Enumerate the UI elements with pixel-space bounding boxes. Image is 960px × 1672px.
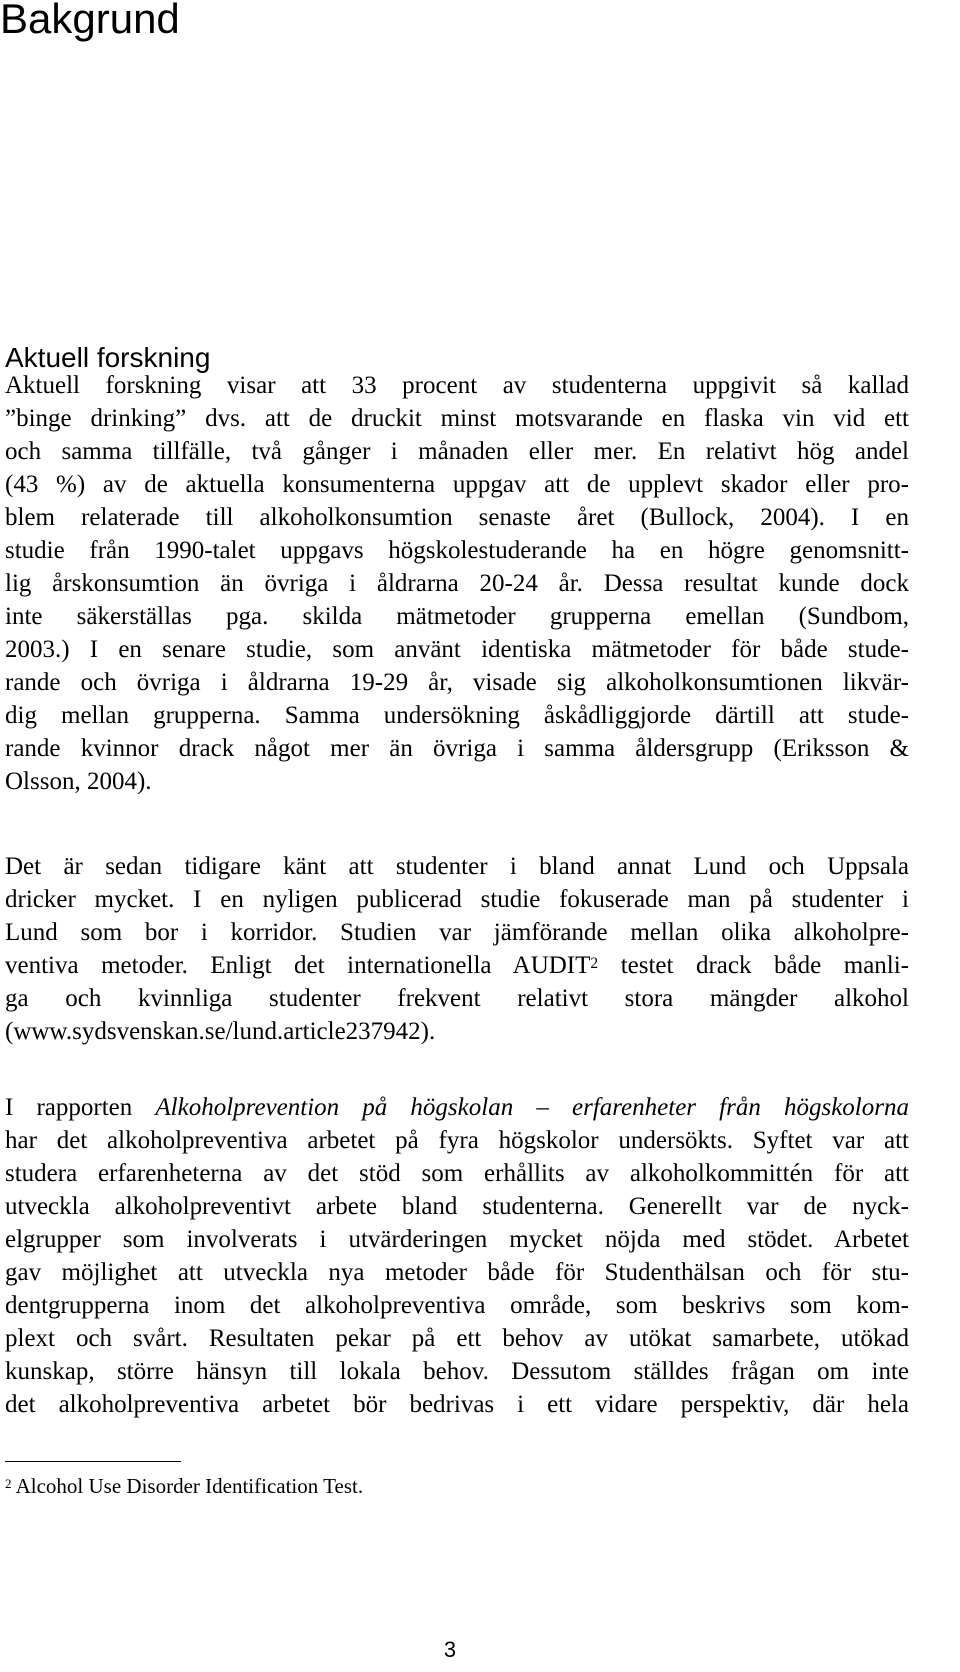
paragraph-line: (www.sydsvenskan.se/lund.article237942).	[5, 1018, 436, 1045]
line-text: testet drack både manli-	[598, 952, 909, 979]
paragraph-line: det alkoholpreventiva arbetet bör bedrivas i ett vidare perspektiv, där hela	[5, 1391, 909, 1418]
footnote-text: Alcohol Use Disorder Identification Test.	[11, 1474, 364, 1498]
paragraph-line: blem relaterade till alkoholkonsumtion senaste året (Bullock, 2004). I en	[5, 504, 909, 531]
paragraph-line: Aktuell forskning visar att 33 procent av studenterna uppgivit så kallad	[5, 372, 909, 399]
line-text: ventiva metoder. Enligt det internationella AUDIT	[5, 952, 591, 979]
page-number: 3	[443, 1637, 457, 1662]
page-heading: Bakgrund	[0, 0, 180, 42]
line-text: I rapporten	[5, 1094, 156, 1121]
footnote-reference: 2	[590, 955, 599, 972]
paragraph-line: Olsson, 2004).	[5, 768, 152, 795]
paragraph-line: ga och kvinnliga studenter frekvent relativt stora mängder alkohol	[5, 985, 909, 1012]
paragraph-3	[5, 1091, 909, 1421]
paragraph-line: gav möjlighet att utveckla nya metoder både för Studenthälsan och för stu-	[5, 1259, 909, 1286]
paragraph-line: rande kvinnor drack något mer än övriga i samma åldersgrupp (Eriksson &	[5, 735, 909, 762]
paragraph-line: lig årskonsumtion än övriga i åldrarna 20-24 år. Dessa resultat kunde dock	[5, 570, 909, 597]
paragraph-line: kunskap, större hänsyn till lokala behov. Dessutom ställdes frågan om inte	[5, 1358, 909, 1385]
paragraph-line	[5, 949, 909, 982]
paragraph-line: rande och övriga i åldrarna 19-29 år, visade sig alkoholkonsumtionen likvär-	[5, 669, 909, 696]
footnote	[5, 1472, 363, 1500]
paragraph-line: studie från 1990-talet uppgavs högskolestuderande ha en högre genomsnitt-	[5, 537, 909, 564]
paragraph-2	[5, 850, 909, 1048]
paragraph-line: (43 %) av de aktuella konsumenterna uppgav att de upplevt skador eller pro-	[5, 471, 909, 498]
paragraph-line: inte säkerställas pga. skilda mätmetoder grupperna emellan (Sundbom,	[5, 603, 909, 630]
paragraph-line: ”binge drinking” dvs. att de druckit minst motsvarande en flaska vin vid ett	[5, 405, 909, 432]
paragraph-line: dricker mycket. I en nyligen publicerad studie fokuserade man på studenter i	[5, 886, 909, 913]
footnote-marker: 2	[5, 1476, 12, 1491]
paragraph-line: Det är sedan tidigare känt att studenter i bland annat Lund och Uppsala	[5, 853, 909, 880]
report-title: Alkoholprevention på högskolan – erfarenheter från högskolorna	[155, 1094, 909, 1121]
section-heading: Aktuell forskning	[5, 342, 211, 373]
paragraph-line: har det alkoholpreventiva arbetet på fyra högskolor undersökts. Syftet var att	[5, 1127, 909, 1154]
paragraph-line: elgrupper som involverats i utvärderingen mycket nöjda med stödet. Arbetet	[5, 1226, 909, 1253]
paragraph-line: 2003.) I en senare studie, som använt identiska mätmetoder för både stude-	[5, 636, 909, 663]
paragraph-line: plext och svårt. Resultaten pekar på ett behov av utökat samarbete, utökad	[5, 1325, 909, 1352]
paragraph-line: utveckla alkoholpreventivt arbete bland studenterna. Generellt var de nyck-	[5, 1193, 909, 1220]
footnote-divider	[5, 1461, 181, 1462]
paragraph-line: dig mellan grupperna. Samma undersökning åskådliggjorde därtill att stude-	[5, 702, 909, 729]
paragraph-line: och samma tillfälle, två gånger i månaden eller mer. En relativt hög andel	[5, 438, 909, 465]
paragraph-1	[5, 369, 909, 798]
paragraph-line: dentgrupperna inom det alkoholpreventiva område, som beskrivs som kom-	[5, 1292, 909, 1319]
paragraph-line	[5, 1091, 909, 1124]
paragraph-line: studera erfarenheterna av det stöd som erhållits av alkoholkommittén för att	[5, 1160, 909, 1187]
paragraph-line: Lund som bor i korridor. Studien var jämförande mellan olika alkoholpre-	[5, 919, 909, 946]
